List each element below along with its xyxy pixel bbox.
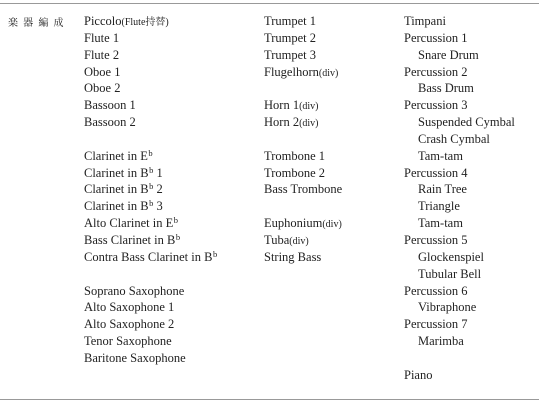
instrument-item <box>84 215 217 232</box>
flat-accidental: b <box>149 164 154 175</box>
instrument-name: Timpani <box>404 14 446 28</box>
instrument-name: Alto Clarinet in E <box>84 216 174 231</box>
instrument-name: Bass Clarinet in B <box>84 232 176 247</box>
instrument-name: Percussion 2 <box>404 64 468 79</box>
instrument-name: Clarinet in B <box>84 165 149 180</box>
instrument-item <box>264 181 342 198</box>
instrument-name: Soprano Saxophone <box>84 283 185 298</box>
instrument-name: Bassoon 1 <box>84 98 136 113</box>
instrument-name: Baritone Saxophone <box>84 350 186 365</box>
instrument-number: 2 <box>153 182 163 197</box>
instrument-item <box>84 316 217 333</box>
instrument-item <box>404 47 515 64</box>
instrument-name: Glockenspiel <box>418 249 484 264</box>
instrument-item <box>264 30 342 47</box>
instrument-item <box>404 367 515 384</box>
instrument-item <box>404 198 515 215</box>
brass-column <box>264 13 342 266</box>
instrument-note: (div) <box>289 235 309 247</box>
instrument-name: Percussion 3 <box>404 98 468 113</box>
spacer <box>84 266 217 283</box>
instrument-name: Tubular Bell <box>418 266 482 281</box>
instrument-name: Tam-tam <box>418 216 463 231</box>
instrument-name: Clarinet in B <box>84 199 149 214</box>
instrument-note: (div) <box>318 67 339 79</box>
instrument-name: Piccolo <box>84 14 122 28</box>
instrument-name: Tenor Saxophone <box>84 334 172 349</box>
instrument-name: Trumpet 3 <box>264 47 316 62</box>
instrument-name: Euphonium <box>264 216 323 231</box>
instrument-name: Vibraphone <box>418 300 477 315</box>
instrument-name: Alto Saxophone 1 <box>84 300 175 315</box>
spacer <box>84 131 217 148</box>
instrument-item <box>84 30 217 47</box>
instrument-item <box>404 131 515 148</box>
instrument-name: Suspended Cymbal <box>418 115 515 130</box>
instrument-name: Crash Cymbal <box>418 131 490 146</box>
instrument-item <box>264 215 342 232</box>
instrument-item <box>84 232 217 249</box>
instrument-item <box>84 198 217 215</box>
instrument-item <box>84 165 217 182</box>
instrument-item <box>264 47 342 64</box>
instrument-name: Bass Drum <box>418 81 474 96</box>
instrument-name: Contra Bass Clarinet in B <box>84 249 213 264</box>
instrument-number: 1 <box>153 165 163 180</box>
instrument-item <box>404 165 515 182</box>
instrument-item <box>404 13 515 30</box>
woodwinds-column <box>84 13 217 367</box>
instrument-name: Rain Tree <box>418 182 467 197</box>
instrument-name: Tuba <box>264 232 290 247</box>
instrument-name: Alto Saxophone 2 <box>84 317 175 332</box>
instrument-note: (div) <box>299 118 319 130</box>
instrument-name: Marimba <box>418 334 464 349</box>
instrument-item <box>264 97 342 114</box>
instrument-name: Percussion 6 <box>404 283 468 298</box>
instrument-name: Tam-tam <box>418 148 463 163</box>
instrument-name: Percussion 1 <box>404 30 468 45</box>
instrument-note: (div) <box>299 101 319 113</box>
instrument-item <box>404 266 515 283</box>
instrument-item <box>84 283 217 300</box>
instrument-item <box>264 165 342 182</box>
instrument-item <box>404 30 515 47</box>
instrument-item <box>84 64 217 81</box>
instrument-name: Bass Trombone <box>264 182 343 197</box>
instrument-item <box>84 13 217 30</box>
spacer <box>264 80 342 97</box>
instrument-name: Oboe 2 <box>84 81 121 96</box>
instrument-name: Percussion 5 <box>404 232 468 247</box>
instrument-item <box>404 215 515 232</box>
instrument-name: Clarinet in E <box>84 148 148 163</box>
instrument-item <box>404 249 515 266</box>
instrument-name: Trombone 2 <box>264 165 326 180</box>
instrument-item <box>84 97 217 114</box>
instrument-name: String Bass <box>264 249 322 264</box>
instrument-name: Clarinet in B <box>84 182 149 197</box>
instrument-note: (div) <box>322 219 342 231</box>
instrument-name: Percussion 4 <box>404 165 468 180</box>
instrument-item <box>404 283 515 300</box>
instrument-name: Oboe 1 <box>84 64 121 79</box>
instrument-item <box>404 333 515 350</box>
instrument-name: Trumpet 1 <box>264 14 316 28</box>
instrument-name: Flute 2 <box>84 47 120 62</box>
instrumentation-heading: 楽 器 編 成 <box>8 18 65 29</box>
instrument-item <box>404 80 515 97</box>
flat-accidental: b <box>212 248 218 259</box>
instrument-item <box>264 114 342 131</box>
instrument-item <box>84 80 217 97</box>
instrument-item <box>264 64 342 81</box>
instrument-item <box>404 64 515 81</box>
instrument-name: Flute 1 <box>84 30 120 45</box>
spacer <box>404 350 515 367</box>
instrument-item <box>84 181 217 198</box>
instrument-item <box>84 333 217 350</box>
flat-accidental: b <box>173 215 178 226</box>
instrument-item <box>264 232 342 249</box>
instrument-name: Horn 1 <box>264 98 300 113</box>
instrument-name: Percussion 7 <box>404 317 468 332</box>
instrument-item <box>264 249 342 266</box>
instrument-item <box>84 350 217 367</box>
instrument-name: Horn 2 <box>264 115 300 130</box>
instrument-item <box>404 97 515 114</box>
instrument-name: Triangle <box>418 199 460 214</box>
instrument-item <box>404 299 515 316</box>
instrument-item <box>84 114 217 131</box>
flat-accidental: b <box>148 147 153 158</box>
bottom-rule <box>0 399 539 400</box>
top-rule <box>0 3 539 4</box>
instrument-item <box>404 181 515 198</box>
instrument-name: Flugelhorn <box>264 64 319 79</box>
flat-accidental: b <box>149 181 154 192</box>
instrument-name: Snare Drum <box>418 47 479 62</box>
instrument-item <box>84 249 217 266</box>
instrument-item <box>84 148 217 165</box>
percussion-column <box>404 13 515 384</box>
instrument-item <box>264 13 342 30</box>
instrument-name: Trombone 1 <box>264 148 326 163</box>
instrument-item <box>404 232 515 249</box>
instrument-item <box>264 148 342 165</box>
instrument-name: Bassoon 2 <box>84 115 136 130</box>
instrument-item <box>84 47 217 64</box>
instrument-number: 3 <box>153 199 163 214</box>
instrument-note: (Flute持替) <box>121 17 169 28</box>
instrument-name: Trumpet 2 <box>264 30 316 45</box>
flat-accidental: b <box>175 231 181 242</box>
flat-accidental: b <box>149 198 154 209</box>
spacer <box>264 131 342 148</box>
instrument-name: Piano <box>404 367 433 382</box>
instrument-item <box>404 148 515 165</box>
instrument-item <box>84 299 217 316</box>
instrument-item <box>404 316 515 333</box>
spacer <box>264 198 342 215</box>
instrument-item <box>404 114 515 131</box>
